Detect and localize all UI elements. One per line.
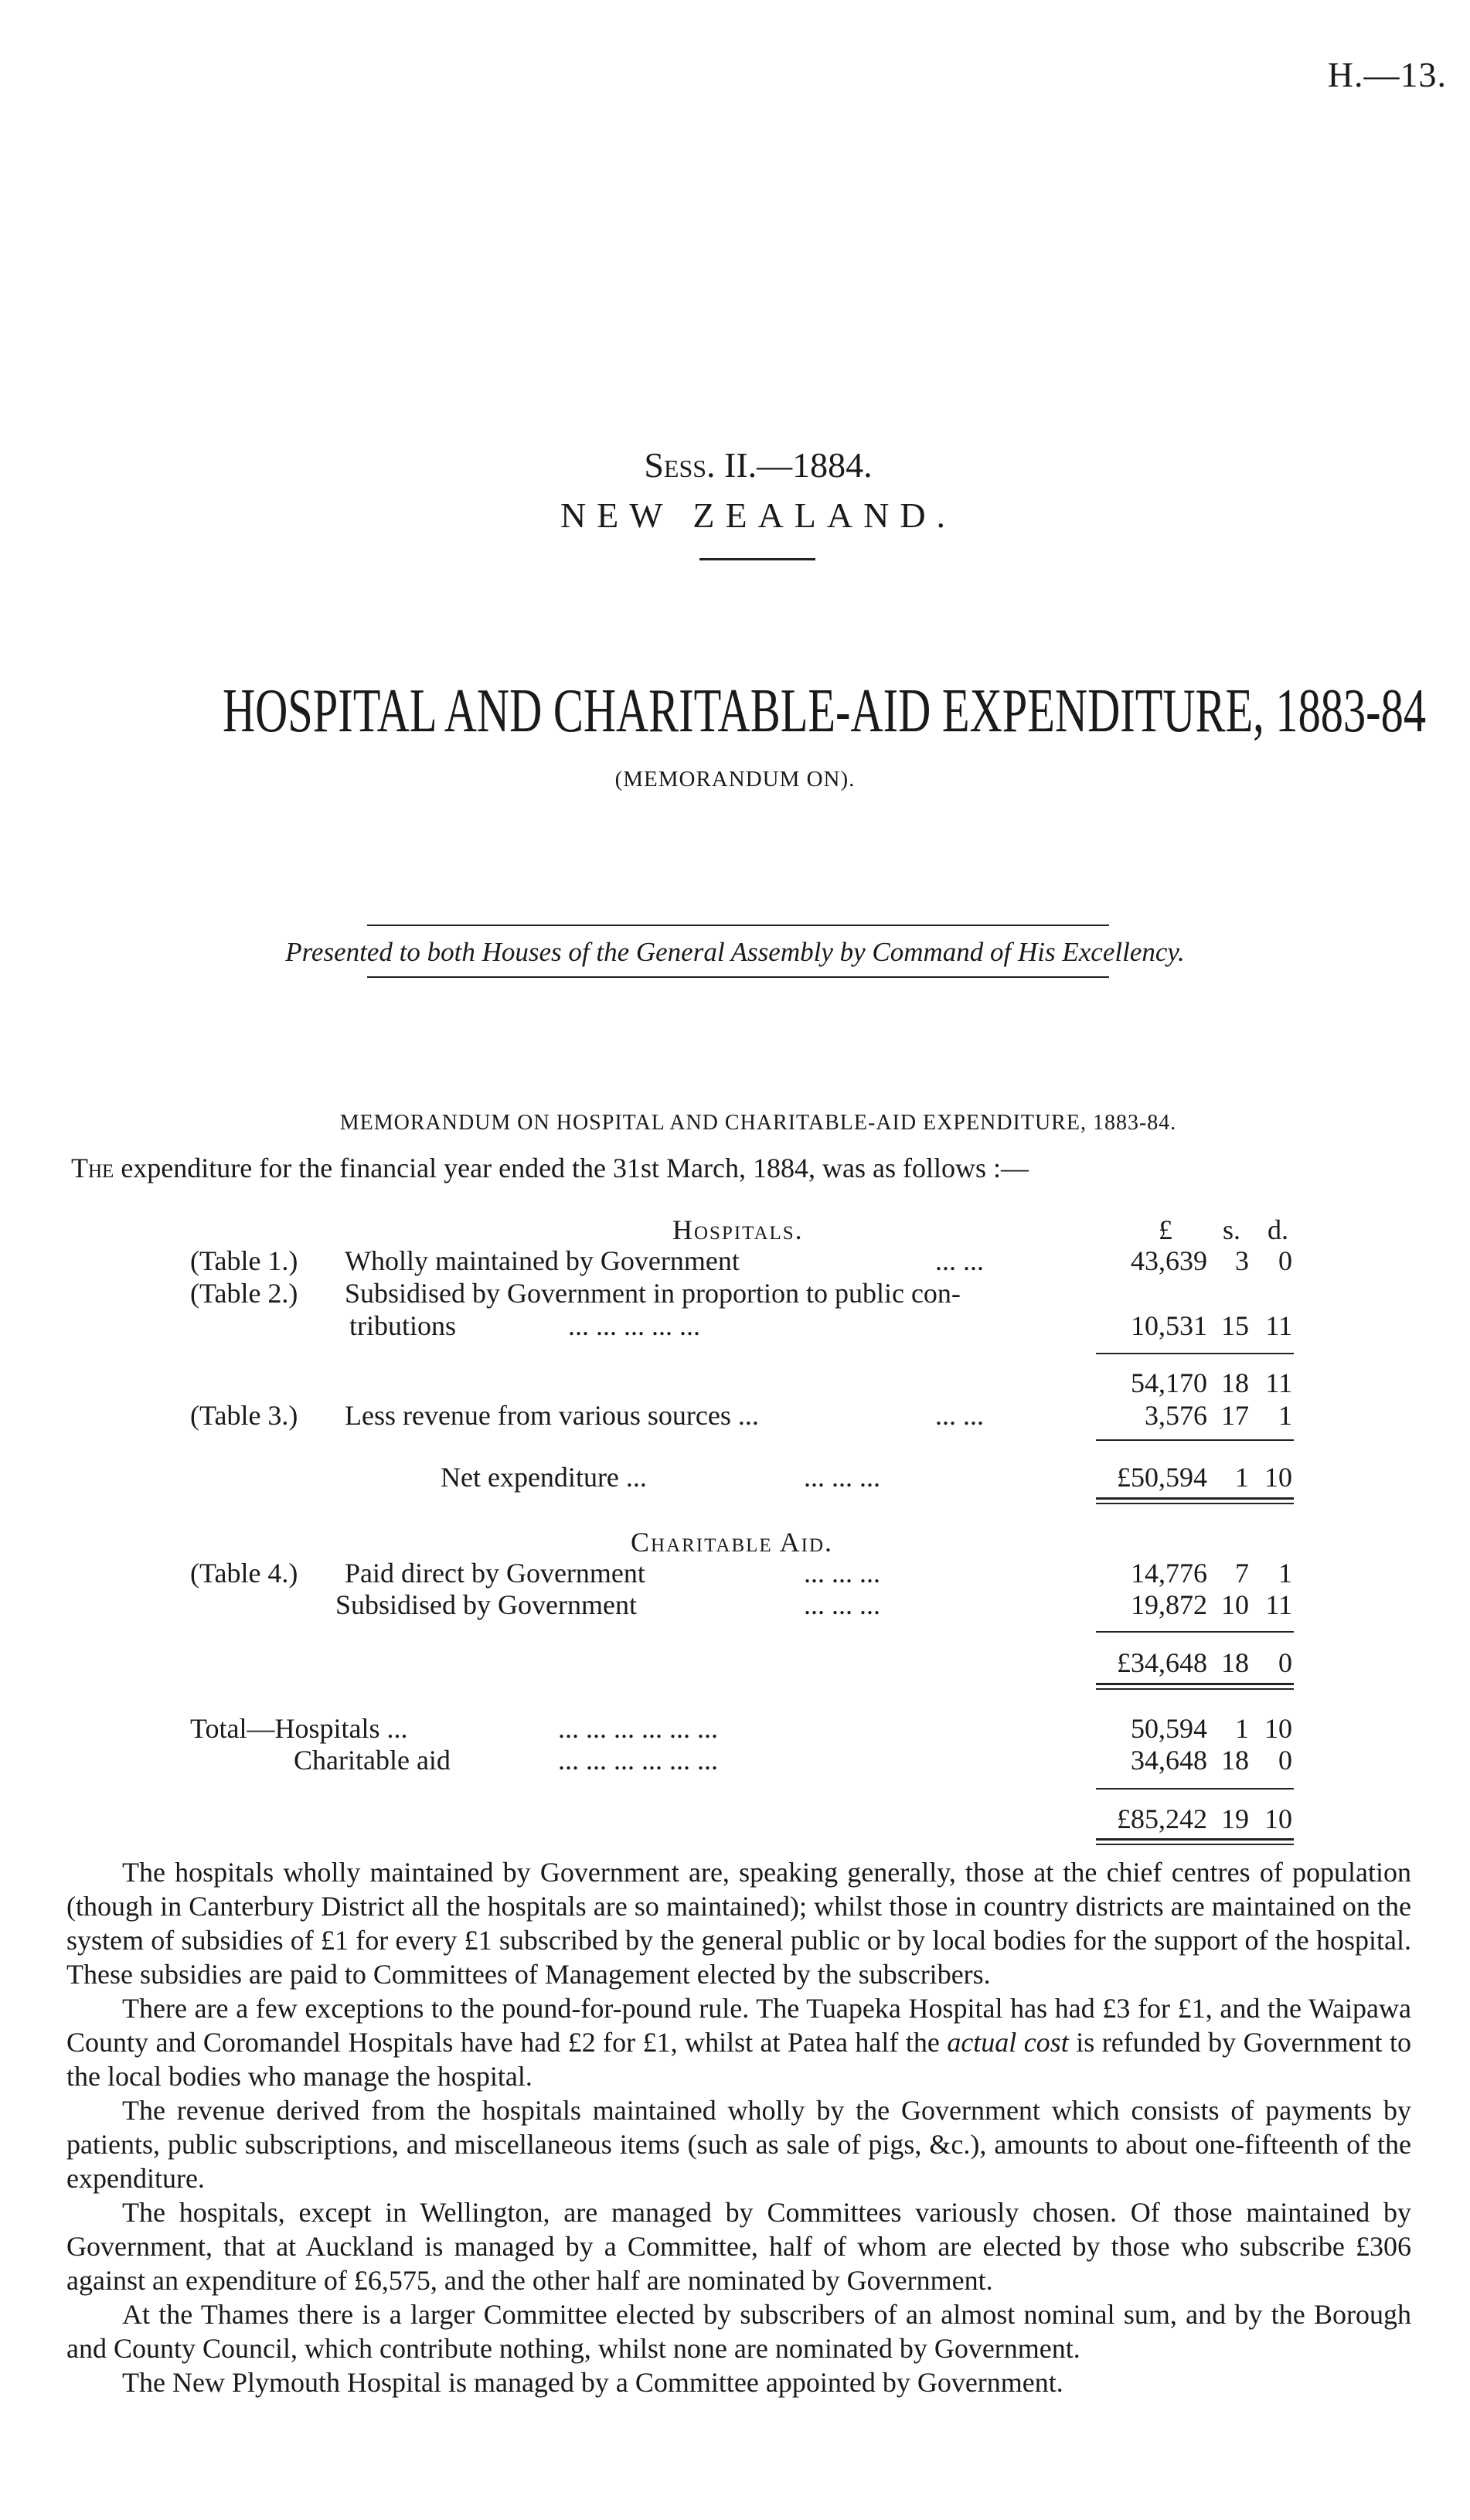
net-label: Net expenditure ... [441, 1462, 647, 1493]
total-rule [1096, 1838, 1294, 1841]
row-label: Paid direct by Government [345, 1558, 645, 1589]
row-pounds: 50,594 [1131, 1713, 1207, 1744]
row-shillings: 15 [1221, 1310, 1249, 1341]
paragraph: The hospitals, except in Wellington, are managed by Committees variously chosen. Of those maintained by Government, that at Auckland is managed by a Committee, half of whom are elected by those who subscribe £306 against an expenditure of £6,575, and the other half are nominated by Government. [66, 2197, 1411, 2296]
presented-rule-top [367, 925, 1109, 926]
row-shillings: 3 [1235, 1245, 1249, 1276]
total-rule [1096, 1683, 1294, 1685]
row-ref: (Table 3.) [190, 1400, 298, 1431]
sum-rule [1096, 1353, 1294, 1354]
charitable-total-pounds: £34,648 [1117, 1647, 1207, 1678]
row-ref: (Table 2.) [190, 1278, 298, 1309]
row-label: Subsidised by Government in proportion to public con- [345, 1278, 961, 1309]
row-pounds: 19,872 [1131, 1589, 1207, 1620]
row-shillings: 17 [1221, 1400, 1249, 1431]
row-ref: (Table 4.) [190, 1558, 298, 1589]
intro-line [71, 1152, 1029, 1184]
subtotal-pence: 11 [1265, 1367, 1292, 1398]
total-rule [1096, 1844, 1294, 1845]
row-pence: 10 [1264, 1713, 1292, 1744]
charitable-total-pence: 0 [1278, 1647, 1292, 1678]
total-rule [1096, 1688, 1294, 1690]
row-dots: ... ... ... ... ... ... [558, 1713, 718, 1744]
row-label: Less revenue from various sources ... [345, 1400, 759, 1431]
grand-total-pence: 10 [1264, 1803, 1292, 1834]
total-label: Total—Hospitals ... [190, 1713, 408, 1744]
paragraph: The New Plymouth Hospital is managed by a Committee appointed by Government. [122, 2367, 1063, 2398]
session-prefix: Sess. [644, 445, 716, 485]
intro-text: expenditure for the financial year ended the 31st March, 1884, was as follows :— [114, 1153, 1029, 1183]
session-year: II.—1884. [715, 445, 873, 485]
row-label: Subsidised by Government [335, 1589, 637, 1620]
col-pence-header: d. [1268, 1214, 1288, 1245]
row-dots: ... ... [935, 1245, 984, 1276]
row-label-continued: tributions [349, 1310, 457, 1341]
row-dots: ... ... ... [804, 1558, 880, 1589]
sum-rule [1096, 1439, 1294, 1441]
subtotal-pounds: 54,170 [1131, 1367, 1207, 1398]
row-ref: (Table 1.) [190, 1245, 298, 1276]
row-pence: 11 [1265, 1589, 1292, 1620]
paragraph: The revenue derived from the hospitals maintained wholly by the Government which consists of payments by patients, public subscriptions, and miscellaneous items (such as sale of pigs, &c.), amounts to about one-fifteenth of the expenditure. [66, 2095, 1411, 2194]
paragraph-text: is refunded by Government to the local bodies who manage the hospital. [66, 2027, 1411, 2092]
net-dots: ... ... ... [804, 1462, 880, 1493]
row-dots: ... ... [935, 1400, 984, 1431]
col-pounds-header: £ [1159, 1214, 1172, 1245]
net-pounds: £50,594 [1117, 1462, 1207, 1493]
row-pounds: 10,531 [1131, 1310, 1207, 1341]
row-shillings: 1 [1235, 1713, 1249, 1744]
presented-line: Presented to both Houses of the General Assembly by Command of His Excellency. [285, 937, 1185, 967]
row-pounds: 34,648 [1131, 1745, 1207, 1776]
paragraph: The hospitals wholly maintained by Government are, speaking generally, those at the chief centres of population (though in Canterbury District all the hospitals are so maintained); whilst those in country districts are maintained on the system of subsidies of £1 for every £1 subscribed by the general public or by local bodies for the support of the hospital. These subsidies are paid to Committees of Management elected by the subscribers. [66, 1857, 1411, 1990]
row-dots: ... ... ... ... ... [568, 1310, 700, 1341]
row-pence: 0 [1278, 1745, 1292, 1776]
memorandum-heading: MEMORANDUM ON HOSPITAL AND CHARITABLE-AID EXPENDITURE, 1883-84. [339, 1111, 1177, 1135]
document-reference: H.—13. [1327, 55, 1447, 94]
row-pence: 0 [1278, 1245, 1292, 1276]
row-shillings: 7 [1235, 1558, 1249, 1589]
session-line [0, 444, 1470, 485]
charitable-heading: Charitable Aid. [631, 1527, 834, 1558]
total-rule [1096, 1497, 1294, 1500]
hospitals-heading: Hospitals. [672, 1214, 804, 1245]
country-name: NEW ZEALAND. [560, 495, 957, 535]
total-rule [1096, 1503, 1294, 1504]
charitable-total-shillings: 18 [1221, 1647, 1249, 1678]
row-shillings: 10 [1221, 1589, 1249, 1620]
row-dots: ... ... ... ... ... ... [558, 1745, 718, 1776]
paragraph-text: There are a few exceptions to the pound-for-pound rule. The Tuapeka Hospital has had £3 for £1, and the Waipawa County and Coromandel Hospitals have had £2 for £1, whilst at Patea half the [66, 1993, 1411, 2058]
grand-total-pounds: £85,242 [1117, 1803, 1207, 1834]
row-pounds: 43,639 [1131, 1245, 1207, 1276]
row-pence: 1 [1278, 1558, 1292, 1589]
col-shillings-header: s. [1223, 1214, 1241, 1245]
row-pence: 1 [1278, 1400, 1292, 1431]
presented-rule-bottom [367, 976, 1109, 978]
row-pounds: 3,576 [1145, 1400, 1207, 1431]
intro-lead: The [71, 1153, 114, 1183]
paragraph: At the Thames there is a larger Committee elected by subscribers of an almost nominal sum, and by the Borough and County Council, which contribute nothing, whilst none are nominated by Government. [66, 2299, 1411, 2364]
row-label: Wholly maintained by Government [345, 1245, 740, 1276]
net-shillings: 1 [1235, 1462, 1249, 1493]
row-dots: ... ... ... [804, 1589, 880, 1620]
paragraph-emphasis: actual cost [947, 2027, 1069, 2058]
net-pence: 10 [1264, 1462, 1292, 1493]
row-pence: 11 [1265, 1310, 1292, 1341]
sum-rule [1096, 1788, 1294, 1790]
body-text [66, 1855, 1411, 2399]
subtotal-shillings: 18 [1221, 1367, 1249, 1398]
row-pounds: 14,776 [1131, 1558, 1207, 1589]
total-label: Charitable aid [294, 1745, 451, 1776]
header-divider [699, 558, 815, 560]
paragraph [66, 1991, 1411, 2093]
document-title [0, 677, 1470, 745]
sum-rule [1096, 1631, 1294, 1633]
document-subtitle: (MEMORANDUM ON). [614, 767, 856, 792]
document-title-text: HOSPITAL AND CHARITABLE-AID EXPENDITURE, 1883-84 [222, 677, 1427, 745]
row-shillings: 18 [1221, 1745, 1249, 1776]
grand-total-shillings: 19 [1221, 1803, 1249, 1834]
